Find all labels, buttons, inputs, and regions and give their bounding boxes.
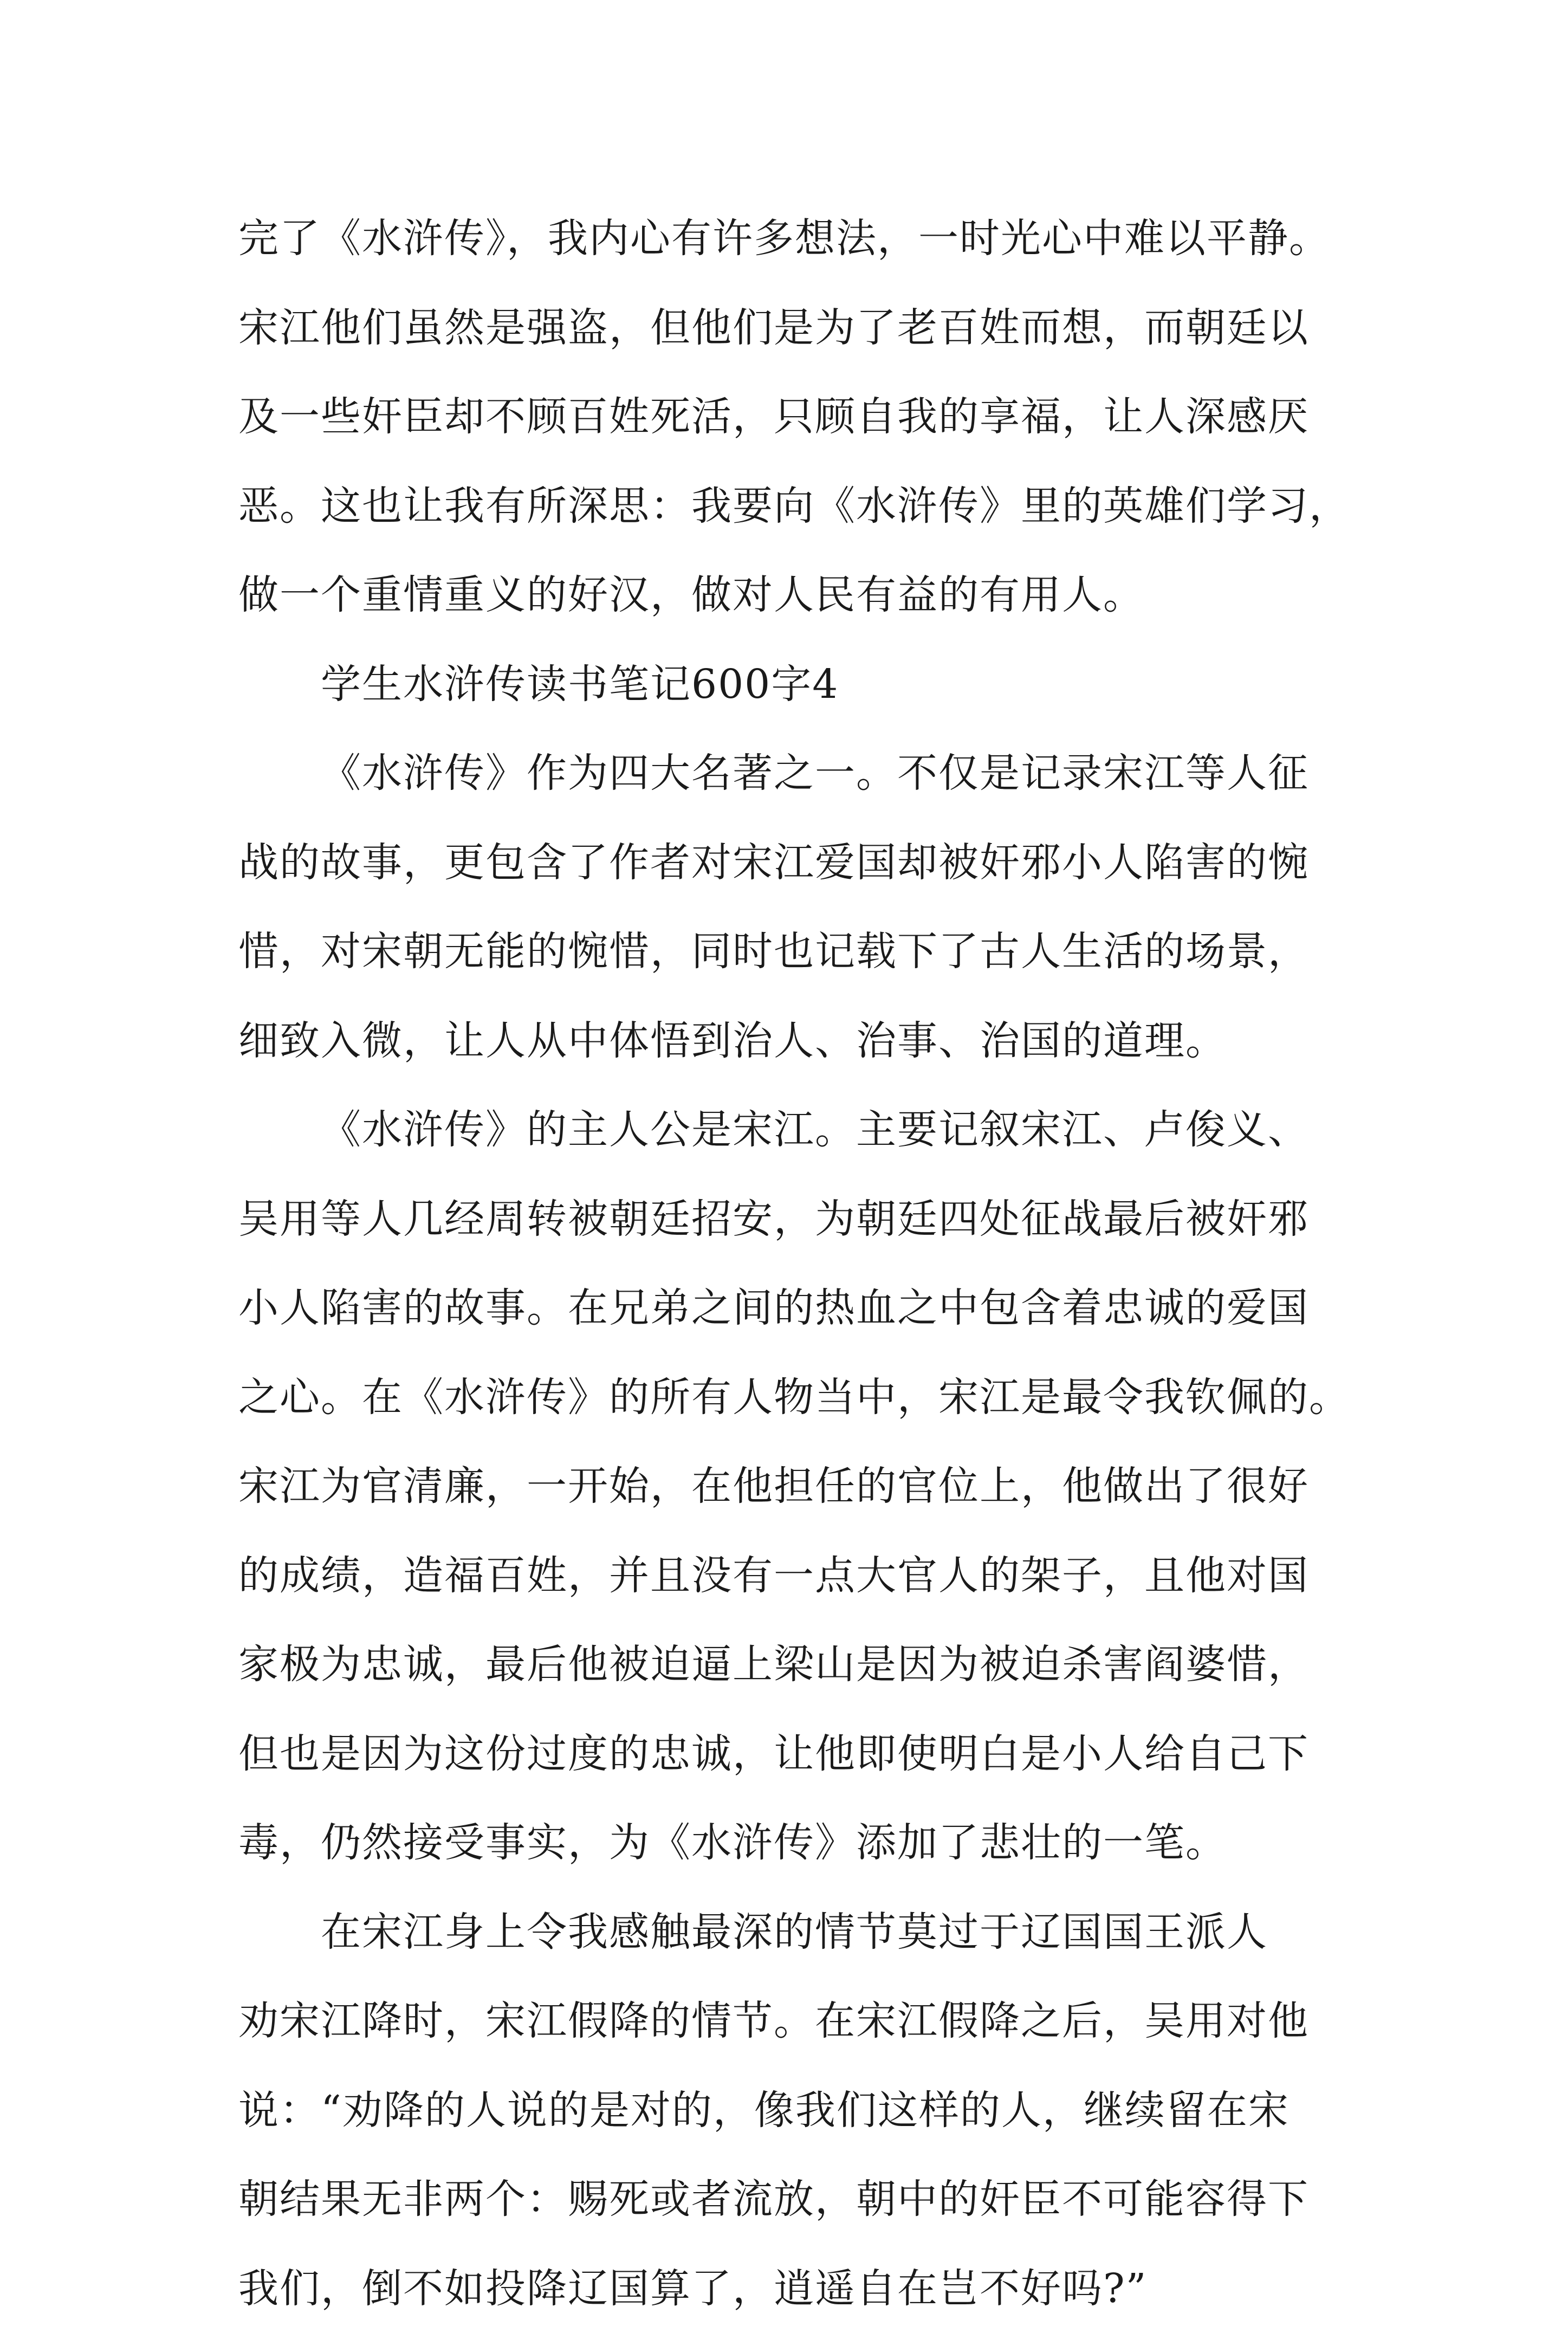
text-line: 劝宋江降时，宋江假降的情节。在宋江假降之后，吴用对他 <box>238 1976 1355 2066</box>
text-line: 及一些奸臣却不顾百姓死活，只顾自我的享福，让人深感厌 <box>238 372 1355 462</box>
text-line: 我们，倒不如投降辽国算了，逍遥自在岂不好吗?” <box>238 2244 1355 2333</box>
text-line: 细致入微，让人从中体悟到治人、治事、治国的道理。 <box>238 996 1355 1086</box>
text-line: 毒，仍然接受事实，为《水浒传》添加了悲壮的一笔。 <box>238 1798 1355 1888</box>
paragraph-start-line: 在宋江身上令我感触最深的情节莫过于辽国国王派人 <box>238 1888 1355 1977</box>
text-line: 小人陷害的故事。在兄弟之间的热血之中包含着忠诚的爱国 <box>238 1263 1355 1353</box>
text-line: 家极为忠诚，最后他被迫逼上梁山是因为被迫杀害阎婆惜， <box>238 1620 1355 1709</box>
text-line: 但也是因为这份过度的忠诚，让他即使明白是小人给自己下 <box>238 1709 1355 1799</box>
paragraph-start-line: 《水浒传》的主人公是宋江。主要记叙宋江、卢俊义、 <box>238 1085 1355 1175</box>
text-line: 朝结果无非两个：赐死或者流放，朝中的奸臣不可能容得下 <box>238 2155 1355 2244</box>
text-line: 恶。这也让我有所深思：我要向《水浒传》里的英雄们学习， <box>238 462 1355 551</box>
text-line: 做一个重情重义的好汉，做对人民有益的有用人。 <box>238 550 1355 640</box>
text-line: 说：“劝降的人说的是对的，像我们这样的人，继续留在宋 <box>238 2066 1355 2155</box>
text-line: 完了《水浒传》，我内心有许多想法，一时光心中难以平静。 <box>238 194 1355 283</box>
document-body <box>238 194 1355 2333</box>
paragraph-start-line: 《水浒传》作为四大名著之一。不仅是记录宋江等人征 <box>238 729 1355 818</box>
text-line: 吴用等人几经周转被朝廷招安，为朝廷四处征战最后被奸邪 <box>238 1175 1355 1264</box>
text-line: 之心。在《水浒传》的所有人物当中，宋江是最令我钦佩的。 <box>238 1353 1355 1442</box>
text-line: 的成绩，造福百姓，并且没有一点大官人的架子，且他对国 <box>238 1531 1355 1621</box>
section-heading: 学生水浒传读书笔记600字4 <box>238 640 1355 729</box>
text-line: 战的故事，更包含了作者对宋江爱国却被奸邪小人陷害的惋 <box>238 818 1355 908</box>
text-line: 宋江为官清廉，一开始，在他担任的官位上，他做出了很好 <box>238 1442 1355 1531</box>
text-line: 宋江他们虽然是强盗，但他们是为了老百姓而想，而朝廷以 <box>238 283 1355 373</box>
text-line: 惜，对宋朝无能的惋惜，同时也记载下了古人生活的场景， <box>238 907 1355 996</box>
